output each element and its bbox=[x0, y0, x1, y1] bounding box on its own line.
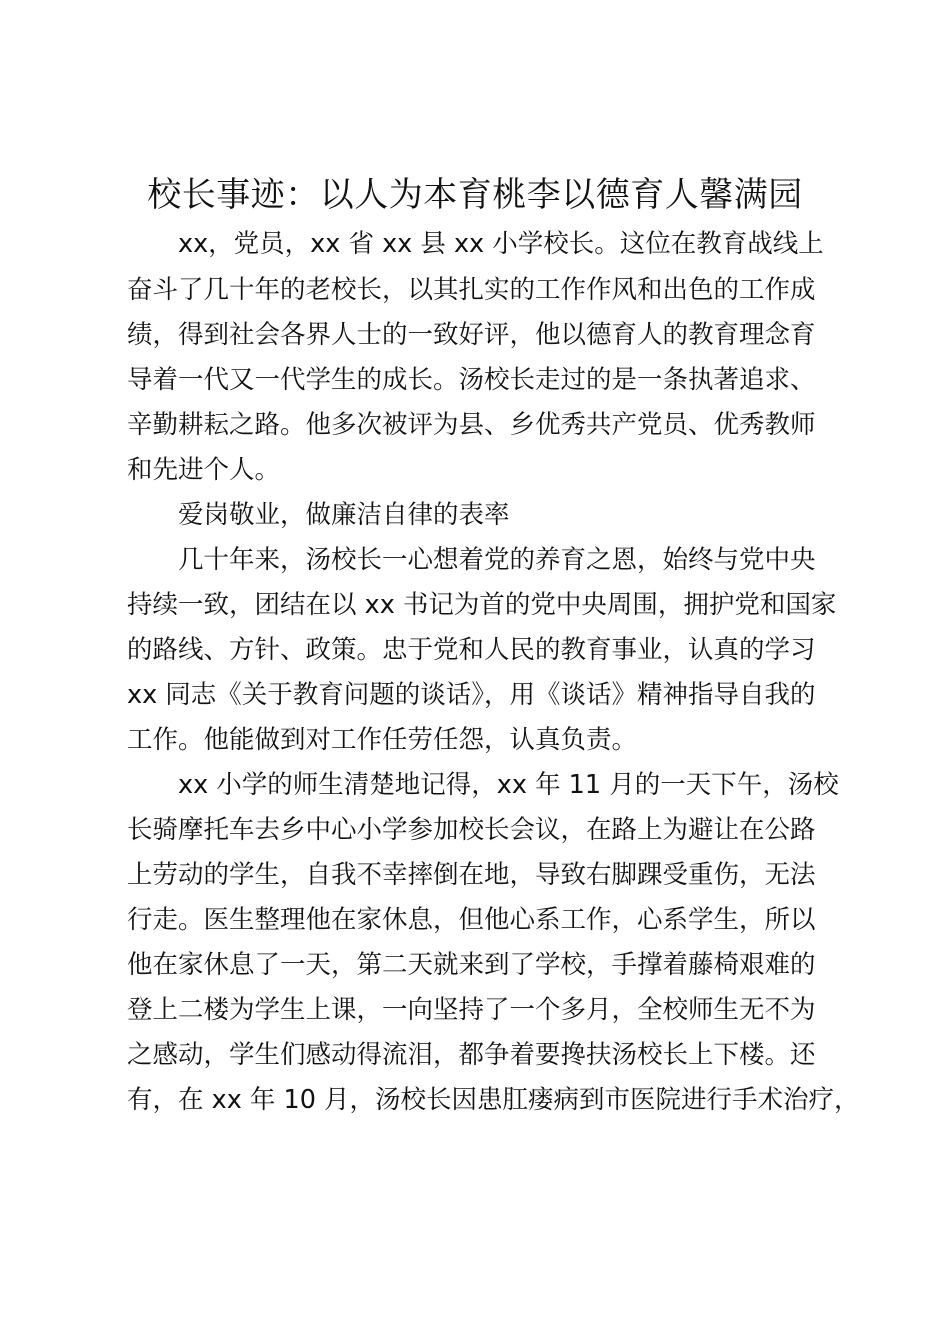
body-line-4: 导着一代又一代学生的成长。汤校长走过的是一条执著追求、 bbox=[127, 365, 816, 395]
body-line-15: 上劳动的学生，自我不幸摔倒在地，导致右脚踝受重伤，无法 bbox=[127, 860, 816, 890]
body-line-3: 绩，得到社会各界人士的一致好评，他以德育人的教育理念育 bbox=[127, 320, 816, 350]
body-line-10: 的路线、方针、政策。忠于党和人民的教育事业，认真的学习 bbox=[127, 635, 816, 665]
body-line-1: xx，党员，xx 省 xx 县 xx 小学校长。这位在教育战线上 bbox=[127, 229, 824, 259]
body-line-2: 奋斗了几十年的老校长，以其扎实的工作作风和出色的工作成 bbox=[127, 275, 816, 305]
body-line-18: 登上二楼为学生上课，一向坚持了一个多月，全校师生无不为 bbox=[127, 995, 816, 1025]
document-title: 校长事迹：以人为本育桃李以德育人馨满园 bbox=[147, 175, 803, 215]
body-line-11: xx 同志《关于教育问题的谈话》，用《谈话》精神指导自我的 bbox=[127, 680, 816, 710]
body-line-9: 持续一致，团结在以 xx 书记为首的党中央周围，拥护党和国家 bbox=[127, 590, 837, 620]
body-line-13: xx 小学的师生清楚地记得，xx 年 11 月的一天下午，汤校 bbox=[127, 770, 839, 800]
body-line-17: 他在家休息了一天，第二天就来到了学校，手撑着藤椅艰难的 bbox=[127, 950, 816, 980]
body-line-12: 工作。他能做到对工作任劳任怨，认真负责。 bbox=[127, 725, 638, 755]
body-line-16: 行走。医生整理他在家休息，但他心系工作，心系学生，所以 bbox=[127, 905, 816, 935]
body-line-5: 辛勤耕耘之路。他多次被评为县、乡优秀共产党员、优秀教师 bbox=[127, 410, 816, 440]
body-line-20: 有，在 xx 年 10 月，汤校长因患肛瘘病到市医院进行手术治疗， bbox=[127, 1085, 860, 1115]
section-heading: 爱岗敬业，做廉洁自律的表率 bbox=[127, 500, 510, 530]
body-line-8: 几十年来，汤校长一心想着党的养育之恩，始终与党中央 bbox=[127, 545, 816, 575]
body-line-14: 长骑摩托车去乡中心小学参加校长会议，在路上为避让在公路 bbox=[127, 815, 816, 845]
body-line-19: 之感动，学生们感动得流泪，都争着要搀扶汤校长上下楼。还 bbox=[127, 1040, 816, 1070]
body-line-6: 和先进个人。 bbox=[127, 455, 281, 485]
